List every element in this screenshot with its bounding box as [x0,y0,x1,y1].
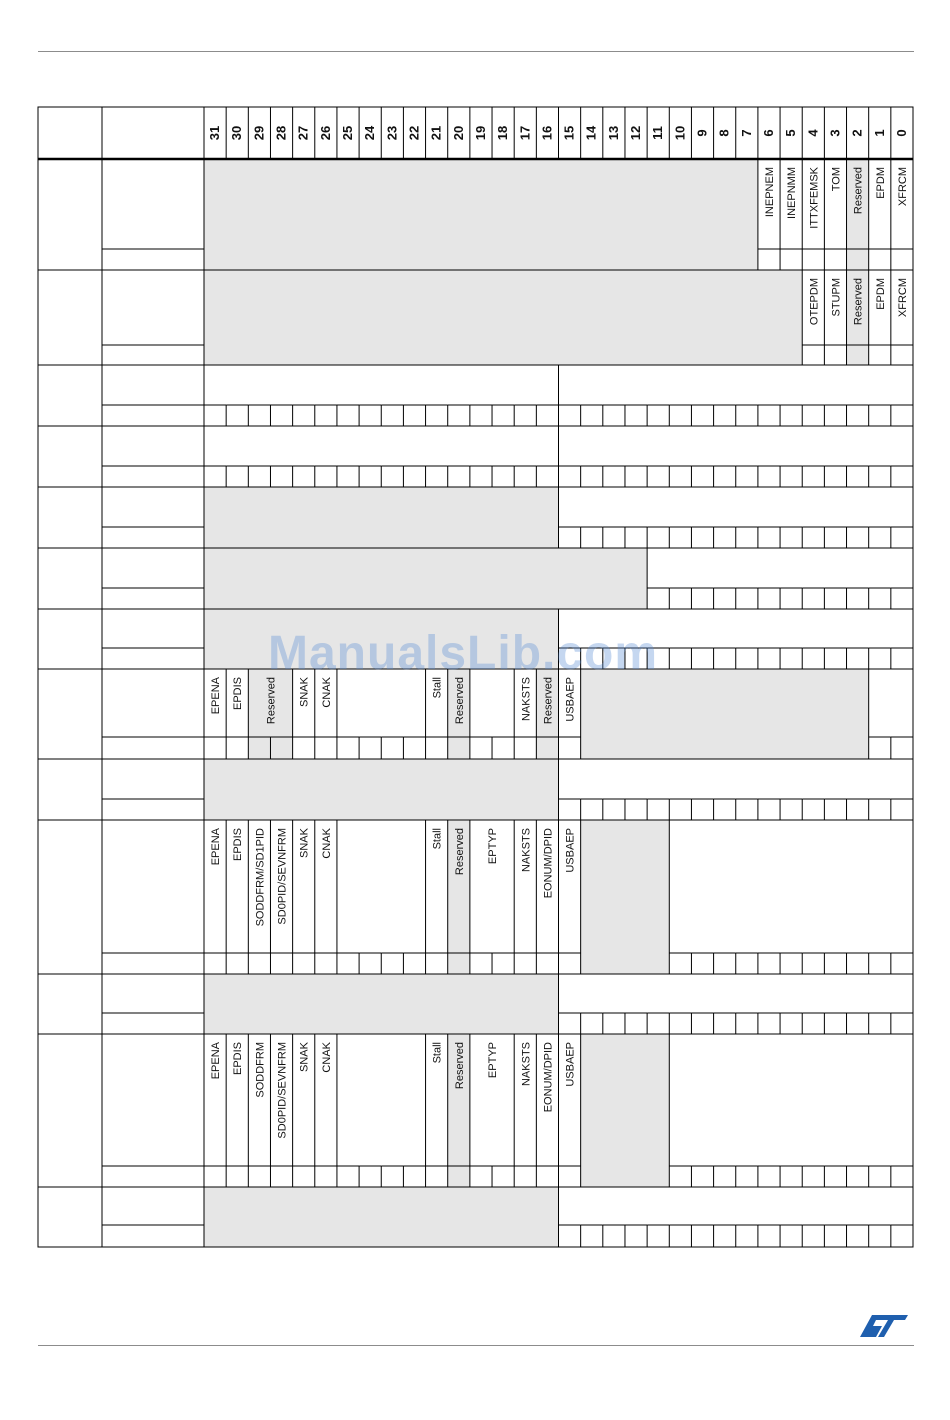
field-label: STUPM [830,278,843,317]
bit-number: 31 [207,125,223,141]
bit-number: 29 [251,125,267,141]
bit-number: 9 [694,129,710,137]
field-label: SODDFRM [254,1042,267,1098]
bit-number: 5 [783,129,799,137]
reserved-area [204,759,559,820]
reserved-area [581,820,670,974]
field-label: INEPNEM [763,167,776,218]
bit-number: 15 [561,125,577,141]
field-label: Reserved [852,278,865,326]
bit-number: 10 [672,125,688,141]
bit-number: 4 [805,129,821,137]
reserved-area [204,548,647,609]
reserved-area [204,974,559,1034]
field-label: Stall [431,677,444,699]
field-label: CNAK [320,1042,333,1073]
field-label: EONUM/DPID [542,1042,555,1113]
field-label: Reserved [453,1042,466,1090]
field-label: EPENA [210,677,223,715]
reserved-area [204,270,802,365]
field-label: NAKSTS [520,677,533,722]
field-label: EPENA [210,828,223,866]
bit-number: 3 [827,129,843,137]
field-label: SNAK [298,828,311,858]
bit-number: 28 [273,125,289,141]
field-label: EPDIS [232,677,245,711]
field-label: Stall [431,828,444,850]
field-label: EPENA [210,1042,223,1080]
bit-number: 14 [583,125,599,141]
bit-number: 19 [472,125,488,141]
field-label: TOM [830,167,843,192]
footer-rule [38,1345,914,1346]
field-label: CNAK [320,677,333,708]
bit-number: 12 [628,125,644,141]
field-label: EPDM [874,167,887,199]
bit-number: 18 [495,125,511,141]
field-label: NAKSTS [520,1042,533,1087]
field-label: EONUM/DPID [542,828,555,899]
field-label: SD0PID/SEVNFRM [276,1042,289,1139]
field-label: SD0PID/SEVNFRM [276,828,289,925]
bit-number: 2 [849,129,865,137]
field-label: Reserved [852,167,865,215]
bit-number: 13 [605,125,621,141]
field-label: SODDFRM/SD1PID [254,828,267,927]
field-label: USBAEP [564,1042,577,1087]
field-label: XFRCM [896,278,909,318]
reserved-area [204,1187,559,1247]
bit-number: 17 [517,125,533,141]
field-label: USBAEP [564,828,577,873]
field-label: Reserved [453,828,466,876]
field-label: Reserved [453,677,466,725]
field-label: OTEPDM [808,278,821,326]
bit-number: 11 [650,126,666,140]
bit-number: 20 [450,125,466,141]
bit-number: 21 [428,125,444,141]
field-label: SNAK [298,1042,311,1072]
bit-number: 24 [362,125,378,141]
field-label: ITTXFEMSK [808,167,821,229]
reserved-area [204,487,559,548]
bit-number: 23 [384,125,400,141]
bit-number: 26 [317,125,333,141]
field-label: Reserved [265,677,278,725]
field-label: NAKSTS [520,828,533,873]
field-label: CNAK [320,828,333,859]
field-label: EPDIS [232,1042,245,1076]
bit-number: 8 [716,129,732,137]
field-label: USBAEP [564,677,577,722]
field-label: EPDIS [232,828,245,862]
field-label: INEPNMM [786,167,799,219]
bit-number: 25 [340,125,356,141]
reserved-area [204,159,758,270]
bit-number: 22 [406,125,422,141]
bit-number: 30 [229,125,245,141]
field-label: EPDM [874,278,887,310]
bit-number: 0 [893,129,909,137]
bit-number: 1 [871,129,887,137]
reserved-area [581,669,869,759]
field-label: SNAK [298,677,311,707]
bit-number: 7 [738,129,754,137]
st-logo [852,1309,912,1341]
watermark: ManualsLib.com [268,627,659,680]
field-label: Stall [431,1042,444,1064]
bit-number: 6 [760,129,776,137]
field-label: XFRCM [896,167,909,207]
field-label: Reserved [542,677,555,725]
field-label: EPTYP [487,828,500,865]
bit-number: 16 [539,125,555,141]
bit-number: 27 [295,125,311,141]
reserved-area [581,1034,670,1187]
field-label: EPTYP [487,1042,500,1079]
